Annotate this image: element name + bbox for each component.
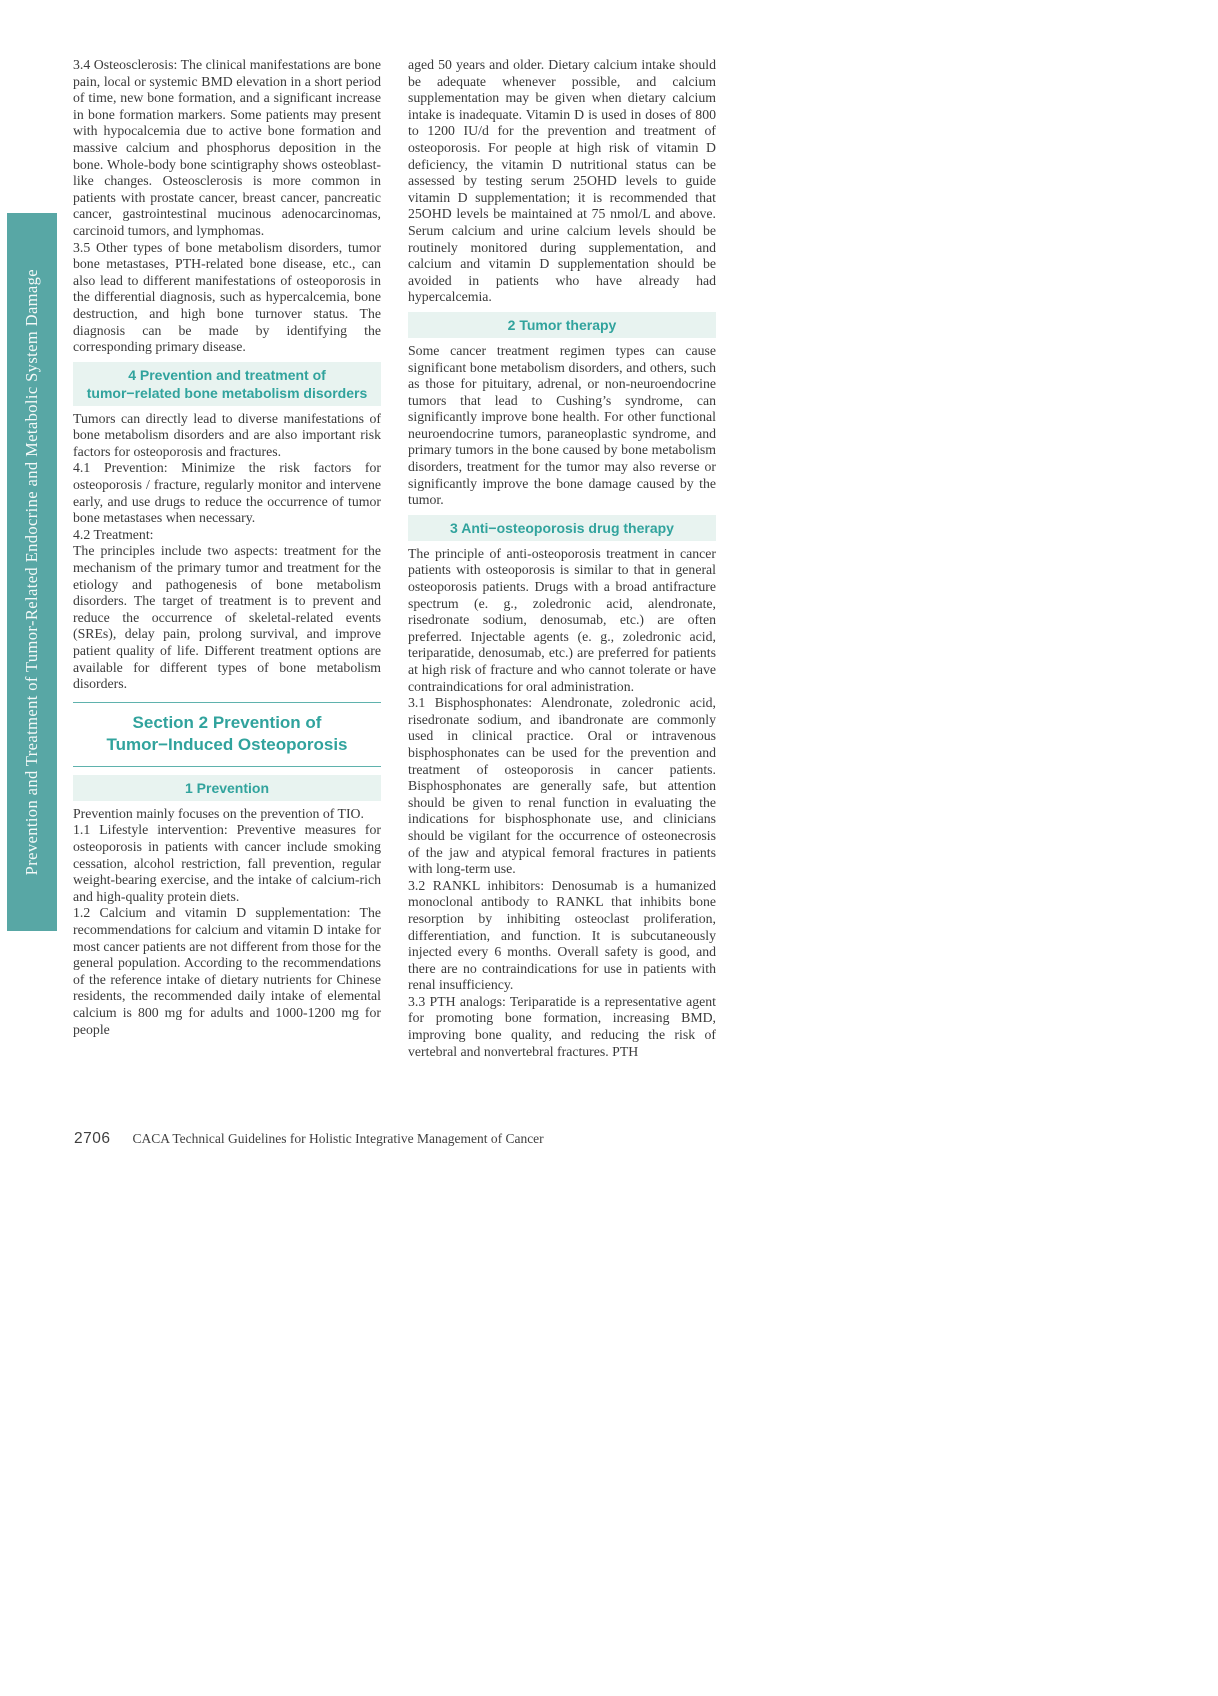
paragraph: The principles include two aspects: treatment for the mechanism of the primary tumor and treatment for the etiology and pathogenesis of bone metabolism disorders. The target of treatment is to prevent and reduce the occurrence of skeletal-related events (SREs), delay pain, prolong survival, and improve patient quality of life. Different treatment options are available for different types of bone metabolism disorders. <box>73 543 381 692</box>
boxed-heading-prevention: 1 Prevention <box>73 775 381 801</box>
chapter-title-vertical: Prevention and Treatment of Tumor-Related Endocrine and Metabolic System Damage <box>22 268 41 875</box>
paragraph: 1.1 Lifestyle intervention: Preventive measures for osteoporosis in patients with cancer include smoking cessation, alcohol restriction, fall prevention, regular weight-bearing exercise, and the intake of calcium-rich and high-quality protein diets. <box>73 822 381 904</box>
page-footer <box>74 1130 544 1148</box>
boxed-heading-anti-osteoporosis: 3 Anti−osteoporosis drug therapy <box>408 515 716 541</box>
paragraph: 3.5 Other types of bone metabolism disorders, tumor bone metastases, PTH-related bone disease, etc., can also lead to different manifestations of osteoporosis in the differential diagnosis, such as hypercalcemia, bone destruction, and high bone turnover status. The diagnosis can be made by identifying the corresponding primary disease. <box>73 239 381 355</box>
paragraph: The principle of anti-osteoporosis treatment in cancer patients with osteoporosis is similar to that in general osteoporosis patients. Drugs with a broad antifracture spectrum (e. g., zoledronic acid, alendronate, risedronate sodium, denosumab, etc.) are often preferred. Injectable agents (e. g., zoledronic acid, teriparatide, denosumab, etc.) are preferred for patients at high risk of fracture and who cannot tolerate or have contraindications for oral administration. <box>408 545 716 694</box>
paragraph: 3.2 RANKL inhibitors: Denosumab is a humanized monoclonal antibody to RANKL that inhibits bone resorption by inhibiting osteoclast proliferation, differentiation, and function. It is subcutaneously injected every 6 months. Overall safety is good, and there are no contraindications for use in patients with renal insufficiency. <box>408 877 716 993</box>
paragraph: Some cancer treatment regimen types can cause significant bone metabolism disorders, and others, such as those for pituitary, adrenal, or non-neuroendocrine tumors that lead to Cushing’s syndrome, can significantly improve bone health. For other functional neuroendocrine tumors, paraneoplastic syndrome, and primary tumors in the bone caused by bone metabolism disorders, treatment for the tumor may also reverse or significantly improve the bone damage caused by the tumor. <box>408 342 716 508</box>
chapter-sidebar-bar <box>7 213 57 931</box>
paragraph: 4.1 Prevention: Minimize the risk factors for osteoporosis / fracture, regularly monitor and intervene early, and use drugs to reduce the occurrence of tumor bone metastases when necessary. <box>73 460 381 526</box>
paragraph: Tumors can directly lead to diverse manifestations of bone metabolism disorders and are also important risk factors for osteoporosis and fractures. <box>73 410 381 459</box>
running-title: CACA Technical Guidelines for Holistic Integrative Management of Cancer <box>132 1131 544 1146</box>
left-column <box>73 57 381 1038</box>
paragraph: 4.2 Treatment: <box>73 526 154 542</box>
paragraph: 3.3 PTH analogs: Teriparatide is a representative agent for promoting bone formation, increasing BMD, improving bone quality, and reducing the risk of vertebral and nonvertebral fractures. PTH <box>408 993 716 1059</box>
paragraph: 3.4 Osteosclerosis: The clinical manifestations are bone pain, local or systemic BMD elevation in a short period of time, new bone formation, and a significant increase in bone formation markers. Some patients may present with hypocalcemia due to active bone formation and massive calcium and phosphorus deposition in the bone. Whole-body bone scintigraphy shows osteoblast-like changes. Osteosclerosis is more common in patients with prostate cancer, breast cancer, pancreatic cancer, gastrointestinal mucinous adenocarcinomas, carcinoid tumors, and lymphomas. <box>73 57 381 238</box>
paragraph: 3.1 Bisphosphonates: Alendronate, zoledronic acid, risedronate sodium, and ibandronate are commonly used in clinical practice. Oral or intravenous bisphosphonates can be used for the prevention and treatment of osteoporosis in cancer patients. Bisphosphonates are generally safe, but attention should be given to renal function in evaluating the indications for bisphosphonate use, and clinicians should be vigilant for the occurrence of osteonecrosis of the jaw and atypical femoral fractures in patients with long-term use. <box>408 695 716 877</box>
boxed-heading-prevention-treatment: 4 Prevention and treatment of tumor−related bone metabolism disorders <box>73 362 381 406</box>
boxed-heading-tumor-therapy: 2 Tumor therapy <box>408 312 716 338</box>
page-number: 2706 <box>74 1130 111 1147</box>
paragraph: aged 50 years and older. Dietary calcium intake should be adequate whenever possible, and calcium supplementation may be given when dietary calcium intake is inadequate. Vitamin D is used in doses of 800 to 1200 IU/d for the prevention and treatment of osteoporosis. For people at high risk of vitamin D deficiency, the vitamin D nutritional status can be assessed by testing serum 25OHD levels to guide vitamin D supplementation; it is recommended that 25OHD levels be maintained at 75 nmol/L and above. Serum calcium and urine calcium levels should be routinely monitored during supplementation, and calcium and vitamin D supplementation should be avoided in patients who have already had hypercalcemia. <box>408 57 716 305</box>
paragraph: 1.2 Calcium and vitamin D supplementation: The recommendations for calcium and vitamin D intake for most cancer patients are not different from those for the general population. According to the recommendations of the reference intake of dietary nutrients for Chinese residents, the recommended daily intake of elemental calcium is 800 mg for adults and 1000-1200 mg for people <box>73 905 381 1037</box>
right-column <box>408 57 716 1060</box>
section-heading-section2: Section 2 Prevention of Tumor−Induced Osteoporosis <box>73 702 381 767</box>
paragraph: Prevention mainly focuses on the prevention of TIO. <box>73 805 364 821</box>
